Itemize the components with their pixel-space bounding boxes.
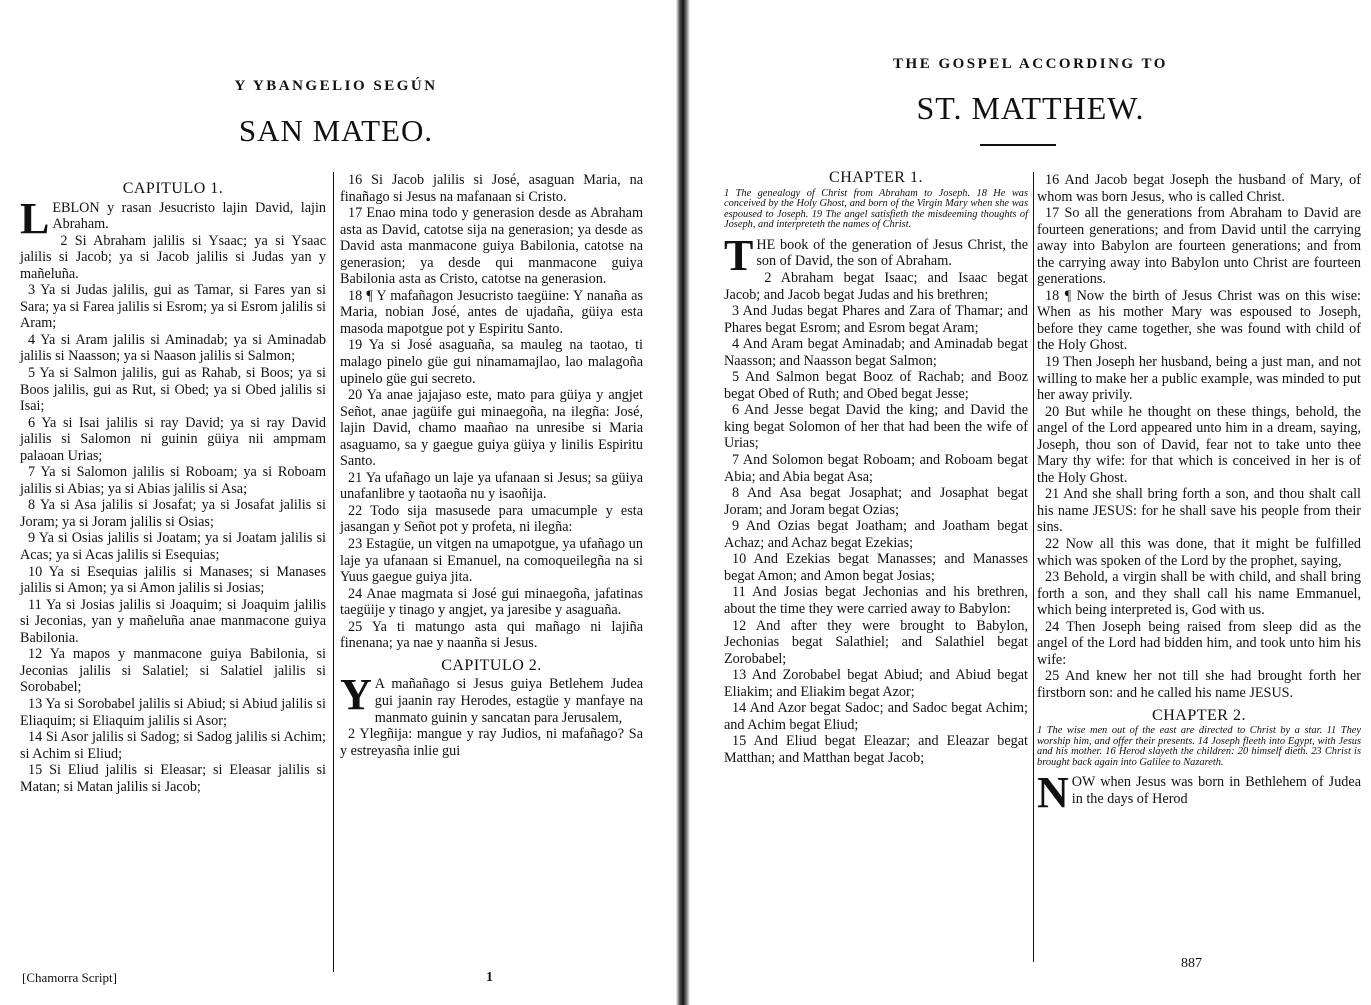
page-number: 1 [486,970,493,985]
verse: 7 And Solomon begat Roboam; and Roboam begat Abia; and Abia begat Asa; [724,452,1028,485]
verse: 23 Behold, a virgin shall be with child, and shall bring forth a son, and they shall call his name Emmanuel, which being interpreted is, God with us. [1037,569,1361,619]
verse: 10 Ya si Esequias jalilis si Manases; si Manases jalilis si Amon; ya si Amon jalilis si Josias; [20,563,326,597]
verse: 15 And Eliud begat Eleazar; and Eleazar begat Matthan; and Matthan begat Jacob; [724,733,1028,766]
drop-cap: L [20,193,50,243]
verse: 20 Ya anae jajajaso este, mato para güiya y angjet Señot, anae jagüife gui minaegoña, na ilegña: José, lajin David, chamo maañao na unresibe si Maria asaguamo, sa y gaegue guiya güiya y linilis Espiritu Santo. [340,387,643,470]
print-note: [Chamorra Script] [22,970,117,985]
verse-text: OW when Jesus was born in Bethlehem of Judea in the days of Herod [1071,774,1361,807]
verse: 18 ¶ Now the birth of Jesus Christ was on this wise: When as his mother Mary was espoused to Joseph, before they came together, she was found with child of the Holy Ghost. [1037,287,1361,354]
verse: 20 But while he thought on these things, behold, the angel of the Lord appeared unto him in a dream, saying, Joseph, thou son of David, fear not to take unto thee Mary thy wife: for that which is conceived in her is of the Holy Ghost. [1037,403,1361,486]
column-divider [1033,172,1034,962]
verse: 2 Ylegñija: mangue y ray Judios, ni mafañago? Sa y estreyasña inlie gui [340,726,643,759]
verse: 17 Enao mina todo y generasion desde as Abraham asta as David, catotse sija na generasion; ya desde as David asta manmacone guiya Babilonia, catotse na generasion; ya desde qui manmacone guiya Babilonia asta as Cristo, catotse na generasion. [340,205,643,288]
verse: 17 So all the generations from Abraham to David are fourteen generations; and from David until the carrying away into Babylon are fourteen generations; and from the carrying away into Babylon unto Christ are fourteen generations. [1037,205,1361,288]
verse-text: EBLON y rasan Jesucristo lajin David, lajin Abraham. [52,199,326,233]
verse: 14 Si Asor jalilis si Sadog; si Sadog jalilis si Achim; si Achim si Eliud; [20,729,326,762]
verse: 3 Ya si Judas jalilis, gui as Tamar, si Fares yan si Sara; ya si Farea jalilis si Esrom; ya si Esrom jalilis si Aram; [20,282,326,332]
verse: 13 Ya si Sorobabel jalilis si Abiud; si Abiud jalilis si Eliaquim; si Eliaquim jalilis si Asor; [20,695,326,729]
column-divider [333,172,334,972]
verse: 4 Ya si Aram jalilis si Aminadab; ya si Aminadab jalilis si Naasson; ya si Naason jalilis si Salmon; [20,331,326,365]
verse: 24 Anae magmata si José gui minaegoña, jafatinas taegüije y tinago y angjet, ya jaresibe y asaguaña. [340,585,643,619]
drop-cap: N [1037,768,1069,818]
verse: 16 And Jacob begat Joseph the husband of Mary, of whom was born Jesus, who is called Christ. [1037,172,1361,205]
verse: 11 Ya si Josias jalilis si Joaquim; si Joaquim jalilis si Jeconias, yan y mañeluña anae manmacone guiya Babilonia. [20,596,326,646]
page-title: ST. MATTHEW. [916,90,1145,126]
title-rule [980,144,1056,146]
verse: 22 Todo sija masusede para umacumple y esta jasangan y Señot pot y profeta, ni ilegña: [340,502,643,536]
verse: 8 Ya si Asa jalilis si Josafat; ya si Josafat jalilis si Joram; ya si Joram jalilis si Osias; [20,497,326,530]
verse: 3 And Judas begat Phares and Zara of Thamar; and Phares begat Esrom; and Esrom begat Aram; [724,303,1028,336]
running-head: Y YBANGELIO SEGÚN [234,78,438,94]
verse: 6 Ya si Isai jalilis si ray David; ya si ray David jalilis si Salomon ni guinin güiya nii ampmam palaoan Urias; [20,414,326,464]
verse: 14 And Azor begat Sadoc; and Sadoc begat Achim; and Achim begat Eliud; [724,700,1028,733]
verse [1037,768,1361,818]
verse: 19 Then Joseph her husband, being a just man, and not willing to make her a public example, was minded to put her away privily. [1037,354,1361,404]
verse: 25 Ya ti matungo asta qui mañago ni lajiña finenana; ya nae y naanña si Jesus. [340,618,643,652]
column-right-1 [724,170,1028,766]
verse: 21 Ya ufañago un laje ya ufanaan si Jesus; sa güiya unafanlibre y taotaoña nu y isaoñija. [340,469,643,503]
chapter-summary: 1 The genealogy of Christ from Abraham to Joseph. 18 He was conceived by the Holy Ghost, and born of the Virgin Mary when she was espoused to Joseph. 19 The angel satisfieth the misdeeming thoughts of Joseph, and interpreteth the names of Christ. [724,187,1028,231]
right-page [700,0,1371,1005]
verse: 21 And she shall bring forth a son, and thou shalt call his name JESUS: for he shall save his people from their sins. [1037,486,1361,536]
verse: 2 Si Abraham jalilis si Ysaac; ya si Ysaac jalilis si Jacob; ya si Jacob jalilis si Judas yan y mañeluña. [20,232,326,282]
verse [340,670,643,726]
verse: 4 And Aram begat Aminadab; and Aminadab begat Naasson; and Naasson begat Salmon; [724,336,1028,369]
page-number: 887 [1181,956,1202,971]
verse: 9 And Ozias begat Joatham; and Joatham begat Achaz; and Achaz begat Ezekias; [724,518,1028,551]
verse: 15 Si Eliud jalilis si Eleasar; si Eleasar jalilis si Matan; si Matan jalilis si Jacob; [20,762,326,795]
book-gutter [676,0,690,1005]
verse [20,193,326,243]
running-head: THE GOSPEL ACCORDING TO [893,56,1168,72]
column-right-2 [1037,172,1361,818]
verse: 18 ¶ Y mafañagon Jesucristo taegüine: Y nanaña as Maria, nobian José, antes de ujadaña, güiya esta masoda mapotgue pot y Espiritu Santo. [340,287,643,337]
chapter-heading: CAPITULO 1. [122,180,224,197]
verse: 6 And Jesse begat David the king; and David the king begat Solomon of her that had been the wife of Urias; [724,402,1028,452]
verse: 8 And Asa begat Josaphat; and Josaphat begat Joram; and Joram begat Ozias; [724,485,1028,518]
drop-cap: T [724,230,754,280]
verse: 13 And Zorobabel begat Abiud; and Abiud begat Eliakim; and Eliakim begat Azor; [724,667,1028,700]
verse [724,230,1028,280]
verse: 23 Estagüe, un vitgen na umapotgue, ya ufañago un laje ya ufanaan si Emanuel, na comoqueilegña na si Yuus gaegue guiya jita. [340,536,643,586]
column-left-2 [340,172,643,759]
verse: 2 Abraham begat Isaac; and Isaac begat Jacob; and Jacob begat Judas and his brethren; [724,270,1028,303]
verse-text: HE book of the generation of Jesus Christ, the son of David, the son of Abraham. [756,236,1028,270]
verse: 7 Ya si Salomon jalilis si Roboam; ya si Roboam jalilis si Abias; ya si Abias jalilis si Asa; [20,464,326,497]
verse: 24 Then Joseph being raised from sleep did as the angel of the Lord had bidden him, and took unto him his wife: [1037,618,1361,668]
verse: 22 Now all this was done, that it might be fulfilled which was spoken of the Lord by the prophet, saying, [1037,536,1361,569]
verse: 12 And after they were brought to Babylon, Jechonias begat Salathiel; and Salathiel begat Zorobabel; [724,617,1028,667]
verse: 16 Si Jacob jalilis si José, asaguan Maria, na finañago si Jesus na mafanaan si Cristo. [340,172,643,205]
verse: 10 And Ezekias begat Manasses; and Manasses begat Amon; and Amon begat Josias; [724,551,1028,584]
verse: 19 Ya si José asaguaña, sa mauleg na taotao, ti malago pinelo güe gui ninamamajlao, lao malagoña upinelo güe gui secreto. [340,337,643,387]
chapter-heading: CHAPTER 2. [1152,706,1246,724]
chapter-heading: CAPITULO 2. [441,656,542,674]
verse: 25 And knew her not till she had brought forth her firstborn son: and he called his name JESUS. [1037,668,1361,701]
chapter-heading: CHAPTER 1. [829,169,923,186]
chapter-summary: 1 The wise men out of the east are directed to Christ by a star. 11 They worship him, and offer their presents. 14 Joseph fleeth into Egypt, with Jesus and his mother. 16 Herod slayeth the children: 20 himself dieth. 23 Christ is brought back again into Galilee to Nazareth. [1037,725,1361,768]
verse: 12 Ya mapos y manmacone guiya Babilonia, si Jeconias jalilis si Salatiel; si Salatiel jalilis si Sorobabel; [20,646,326,696]
verse: 11 And Josias begat Jechonias and his brethren, about the time they were carried away to Babylon: [724,584,1028,617]
verse: 5 Ya si Salmon jalilis, gui as Rahab, si Boos; ya si Boos jalilis, gui as Rut, si Obed; ya si Obed jalilis si Isai; [20,365,326,415]
drop-cap: Y [340,670,372,720]
verse: 5 And Salmon begat Booz of Rachab; and Booz begat Obed of Ruth; and Obed begat Jesse; [724,369,1028,402]
left-page [0,0,672,1005]
verse-text: A mañañago si Jesus guiya Betlehem Judea gui jaanin ray Herodes, estagüe y manfaye na manmato guinin y sancatan para Jerusalem, [374,676,643,726]
verse: 9 Ya si Osias jalilis si Joatam; ya si Joatam jalilis si Acas; ya si Acas jalilis si Esequias; [20,530,326,564]
column-left-1 [20,181,326,795]
page-title: SAN MATEO. [238,113,434,148]
